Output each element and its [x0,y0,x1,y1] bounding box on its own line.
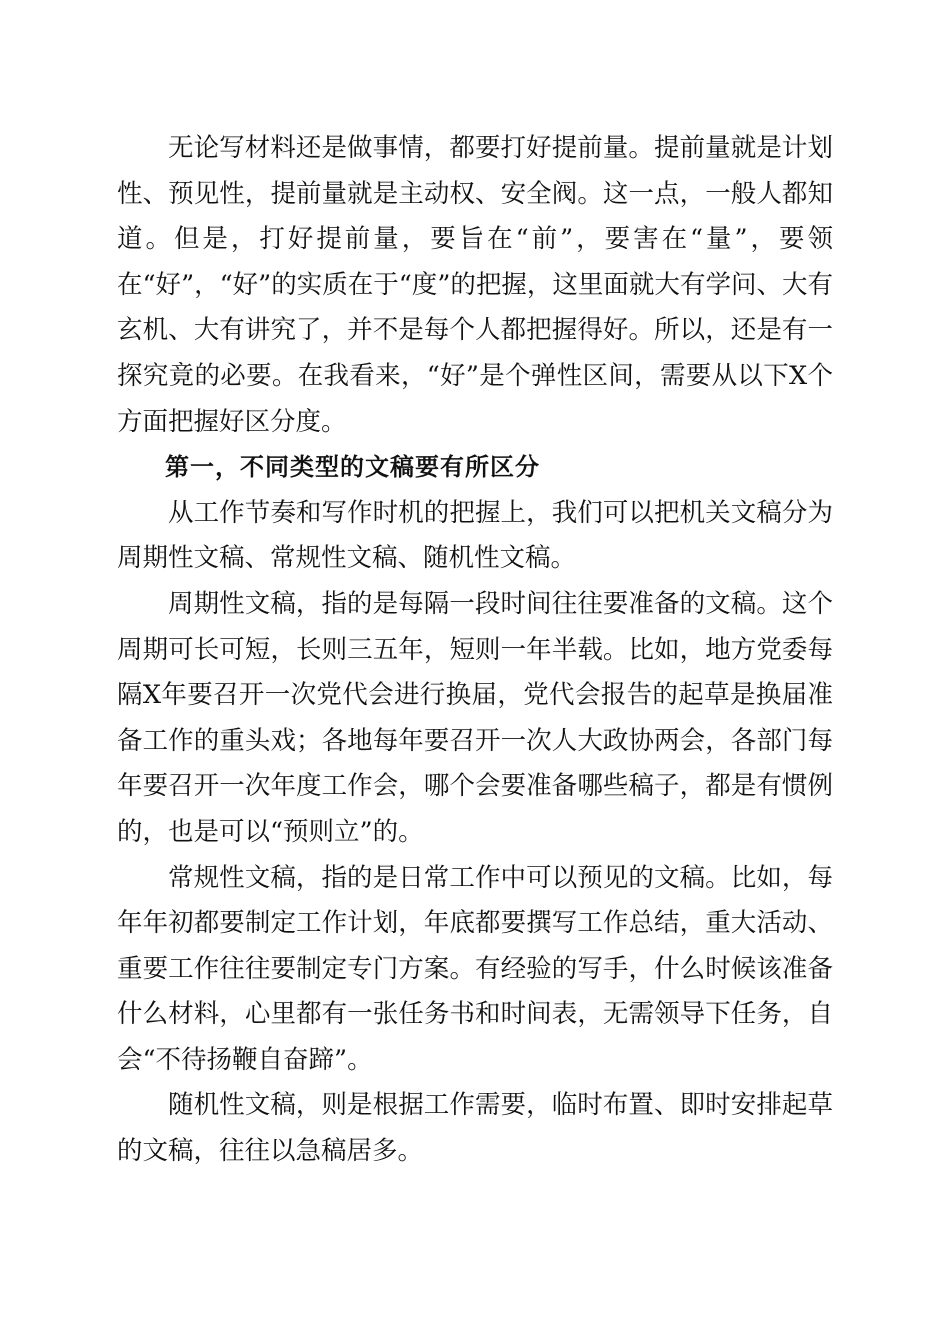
document-body [117,126,833,1175]
section-heading: 第一，不同类型的文稿要有所区分 [165,453,540,482]
intro-paragraph: 无论写材料还是做事情，都要打好提前量。提前量就是计划性、预见性，提前量就是主动权、安全阀。这一点，一般人都知道。但是，打好提前量，要旨在“前”，要害在“量”，要领在“好”，“好”的实质在于“度”的把握，这里面就大有学问、大有玄机、大有讲究了，并不是每个人都把握得好。所以，还是有一探究竟的必要。在我看来，“好”是个弹性区间，需要从以下X个方面把握好区分度。 [117,133,833,437]
periodic-drafts-paragraph: 周期性文稿，指的是每隔一段时间往往要准备的文稿。这个周期可长可短，长则三五年，短则一年半载。比如，地方党委每隔X年要召开一次党代会进行换届，党代会报告的起草是换届准备工作的重头戏；各地每年要召开一次人大政协两会，各部门每年要召开一次年度工作会，哪个会要准备哪些稿子，都是有惯例的，也是可以“预则立”的。 [117,588,833,847]
random-drafts-paragraph: 随机性文稿，则是根据工作需要，临时布置、即时安排起草的文稿，往往以急稿居多。 [117,1090,833,1167]
routine-drafts-paragraph: 常规性文稿，指的是日常工作中可以预见的文稿。比如，每年年初都要制定工作计划，年底都要撰写工作总结，重大活动、重要工作往往要制定专门方案。有经验的写手，什么时候该准备什么材料，心里都有一张任务书和时间表，无需领导下任务，自会“不待扬鞭自奋蹄”。 [117,862,833,1075]
classification-paragraph: 从工作节奏和写作时机的把握上，我们可以把机关文稿分为周期性文稿、常规性文稿、随机性文稿。 [117,497,833,574]
